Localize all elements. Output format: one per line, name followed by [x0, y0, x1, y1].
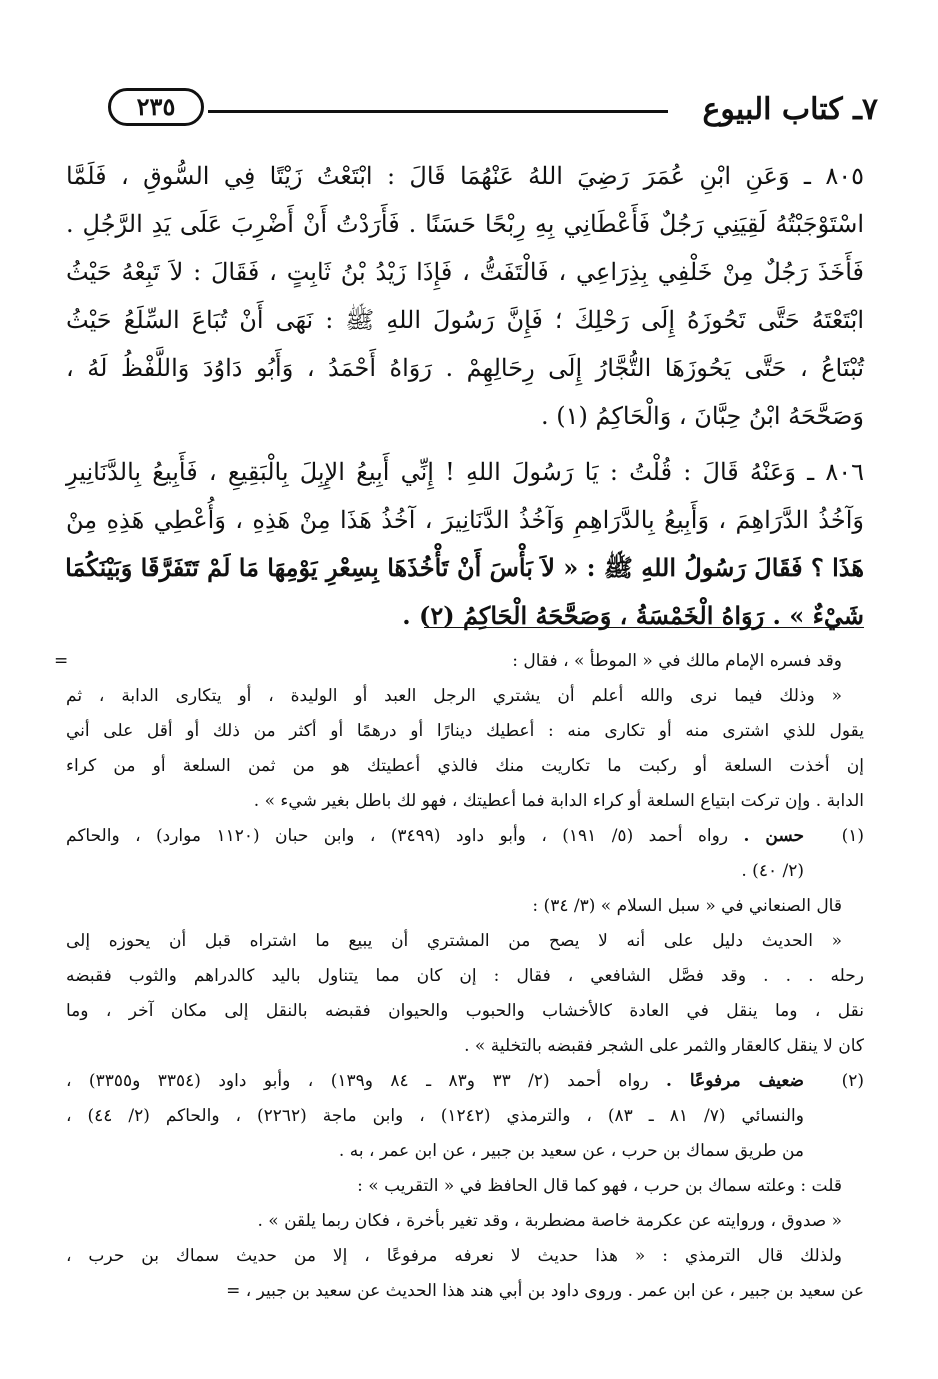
footnote-line [66, 1169, 864, 1204]
chapter-title: ٧ـ كتاب البيوع [702, 92, 878, 127]
text-line: وَآخُذُ الدَّرَاهِمَ ، وَأَبِيعُ بِالدَّرَاهِمِ وَآخُذُ الدَّنَانِيرَ ، آخُذُ هَذَا مِنْ هَذِهِ ، وَأُعْطِي هَذِهِ مِنْ [66, 506, 864, 534]
footnote-text: وقد فسره الإمام مالك في « الموطأ » ، فقال : [512, 651, 842, 671]
footnote-text: نقل ، وما ينقل في العادة كالأخشاب والحبوب والحيوان فقبضه بالنقل إلى مكان آخر ، وما [66, 1001, 864, 1021]
footnote-text: قال الصنعاني في « سبل السلام » (٣/ ٣٤) : [532, 896, 842, 916]
footnote-text: « وذلك فيما نرى والله أعلم أن يشتري الرجل العبد أو الوليدة ، أو يتكارى الدابة ، ثم [66, 686, 842, 706]
text-line: ٨٠٥ ـ وَعَنِ ابْنِ عُمَرَ رَضِيَ اللهُ عَنْهُمَا قَالَ : ابْتَعْتُ زَيْتًا فِي السُّوقِ ، فَلَمَّا [66, 162, 864, 190]
footnote-line [66, 1239, 864, 1274]
footnote-line [66, 924, 864, 959]
footnote-text: الدابة . وإن تركت ابتياع السلعة أو كراء الدابة فما أعطيتك ، فهو لك باطل بغير شيء » . [253, 791, 864, 811]
text-line: ابْتَعْتَهُ حَتَّى تَحُوزَهُ إِلَى رَحْلِكَ ؛ فَإِنَّ رَسُولَ اللهِ ﷺ : نَهَى أَنْ تُبَاعَ السِّلَعُ حَيْثُ [66, 306, 864, 334]
hadith-text-block [66, 152, 864, 640]
footnote-line [66, 889, 864, 924]
footnotes-block [54, 644, 864, 1309]
footnote-line [66, 819, 864, 854]
continuation-mark: = [54, 651, 69, 671]
footnote-text: رواه أحمد (٢/ ٣٣ و٨٣ ـ ٨٤ و١٣٩) ، وأبو داود (٣٣٥٤ و٣٣٥٥) ، [66, 1071, 649, 1091]
footnote-text: كان لا ينقل كالعقار والثمر على الشجر فقبضه بالتخلية » . [464, 1036, 864, 1056]
text-line: فَأَخَذَ رَجُلٌ مِنْ خَلْفِي بِذِرَاعِي ، فَالْتَفَتُّ ، فَإِذَا زَيْدُ بْنُ ثَابِتٍ ، فَقَالَ : لاَ تَبِعْهُ حَيْثُ [66, 258, 864, 286]
footnote-text: إن أخذت السلعة أو ركبت ما تكاريت منك فالذي أعطيتك هو من ثمن السلعة أو من كراء [66, 756, 864, 776]
page-header [108, 86, 878, 136]
footnote-line [66, 1064, 864, 1099]
footnote-text: ولذلك قال الترمذي : « هذا حديث لا نعرفه مرفوعًا ، إلا من حديث سماك بن حرب ، [66, 1246, 842, 1266]
footnote-text: يقول للذي اشترى منه أو تكارى منه : أعطيك دينارًا أو درهمًا أو أكثر من ذلك أو أقل على أني [66, 721, 864, 741]
footnote-text: « صدوق ، وروايته عن عكرمة خاصة مضطربة ، وقد تغير بأخرة ، فكان ربما يلقن » . [257, 1211, 842, 1231]
footnote-line [66, 714, 864, 749]
text-line: وَصَحَّحَهُ ابْنُ حِبَّانَ ، وَالْحَاكِمُ (١) . [541, 402, 864, 430]
footnote-line [66, 1274, 864, 1309]
hadith-gap [66, 440, 864, 448]
footnote-text: من طريق سماك بن حرب ، عن سعيد بن جبير ، عن ابن عمر ، به . [338, 1141, 804, 1161]
text-line: هَذَا ؟ فَقَالَ رَسُولُ اللهِ ﷺ : « لاَ بَأْسَ أَنْ تَأْخُذَهَا بِسِعْرِ يَوْمِهَا مَا لَمْ تَتَفَرَّقَا وَبَيْنَكُمَا [65, 553, 864, 582]
footnote-line [66, 994, 864, 1029]
text-line: ٨٠٦ ـ وَعَنْهُ قَالَ : قُلْتُ : يَا رَسُولَ اللهِ ! إِنِّي أَبِيعُ الإِبِلَ بِالْبَقِيعِ ، فَأَبِيعُ بِالدَّنَانِيرِ [66, 458, 864, 486]
footnote-line [66, 749, 864, 784]
text-line: تُبْتَاعُ ، حَتَّى يَحُوزَهَا التُّجَّارُ إِلَى رِحَالِهِمْ . رَوَاهُ أَحْمَدُ ، وَأَبُو دَاوُدَ وَاللَّفْظُ لَهُ ، [66, 354, 864, 382]
footnote-line [66, 1029, 864, 1064]
footnote-line [66, 1134, 864, 1169]
footnote-line [66, 679, 864, 714]
footnote-text: عن سعيد بن جبير ، عن ابن عمر . وروى داود بن أبي هند هذا الحديث عن سعيد بن جبير ، = [226, 1281, 864, 1301]
footnote-line [66, 854, 864, 889]
footnote-text: « الحديث دليل على أنه لا يصح من المشتري أن يبيع ما اشتراه قبل أن يحوزه إلى [66, 931, 842, 951]
page-number: ٢٣٥ [108, 88, 204, 126]
footnote-text: رحله . . . وقد فصَّل الشافعي ، فقال : إن كان مما يتناول باليد كالدراهم والثوب فقبضه [66, 966, 864, 986]
footnote-line [66, 959, 864, 994]
header-rule [208, 110, 668, 113]
footnote-line [66, 784, 864, 819]
footnote-text: رواه أحمد (٥/ ١٩١) ، وأبو داود (٣٤٩٩) ، وابن حبان (١١٢٠ موارد) ، والحاكم [66, 826, 729, 846]
footnote-number: (٢) [841, 1071, 864, 1091]
footnote-line [66, 1204, 864, 1239]
hadith-grade: حسن . [743, 826, 804, 846]
footnote-text: قلت : وعلته سماك بن حرب ، فهو كما قال الحافظ في « التقريب » : [357, 1176, 842, 1196]
text-line: اسْتَوْجَبْتُهُ لَقِيَنِي رَجُلٌ فَأَعْطَانِي بِهِ رِبْحًا حَسَنًا . فَأَرَدْتُ أَنْ أَضْرِبَ عَلَى يَدِ الرَّجُلِ . [66, 210, 864, 238]
footnote-text: والنسائي (٧/ ٨١ ـ ٨٣) ، والترمذي (١٢٤٢) ، وابن ماجة (٢٢٦٢) ، والحاكم (٢/ ٤٤) ، [66, 1106, 804, 1126]
footnote-text: (٢/ ٤٠) . [741, 861, 804, 881]
text-line: شَيْءٌ » . رَوَاهُ الْخَمْسَةُ ، وَصَحَّحَهُ الْحَاكِمُ (٢) . [402, 601, 864, 630]
footnote-number: (١) [841, 826, 864, 846]
hadith-grade: ضعيف مرفوعًا . [666, 1071, 804, 1091]
footnote-line [54, 644, 864, 679]
footnote-divider [424, 627, 864, 628]
footnote-line [66, 1099, 864, 1134]
